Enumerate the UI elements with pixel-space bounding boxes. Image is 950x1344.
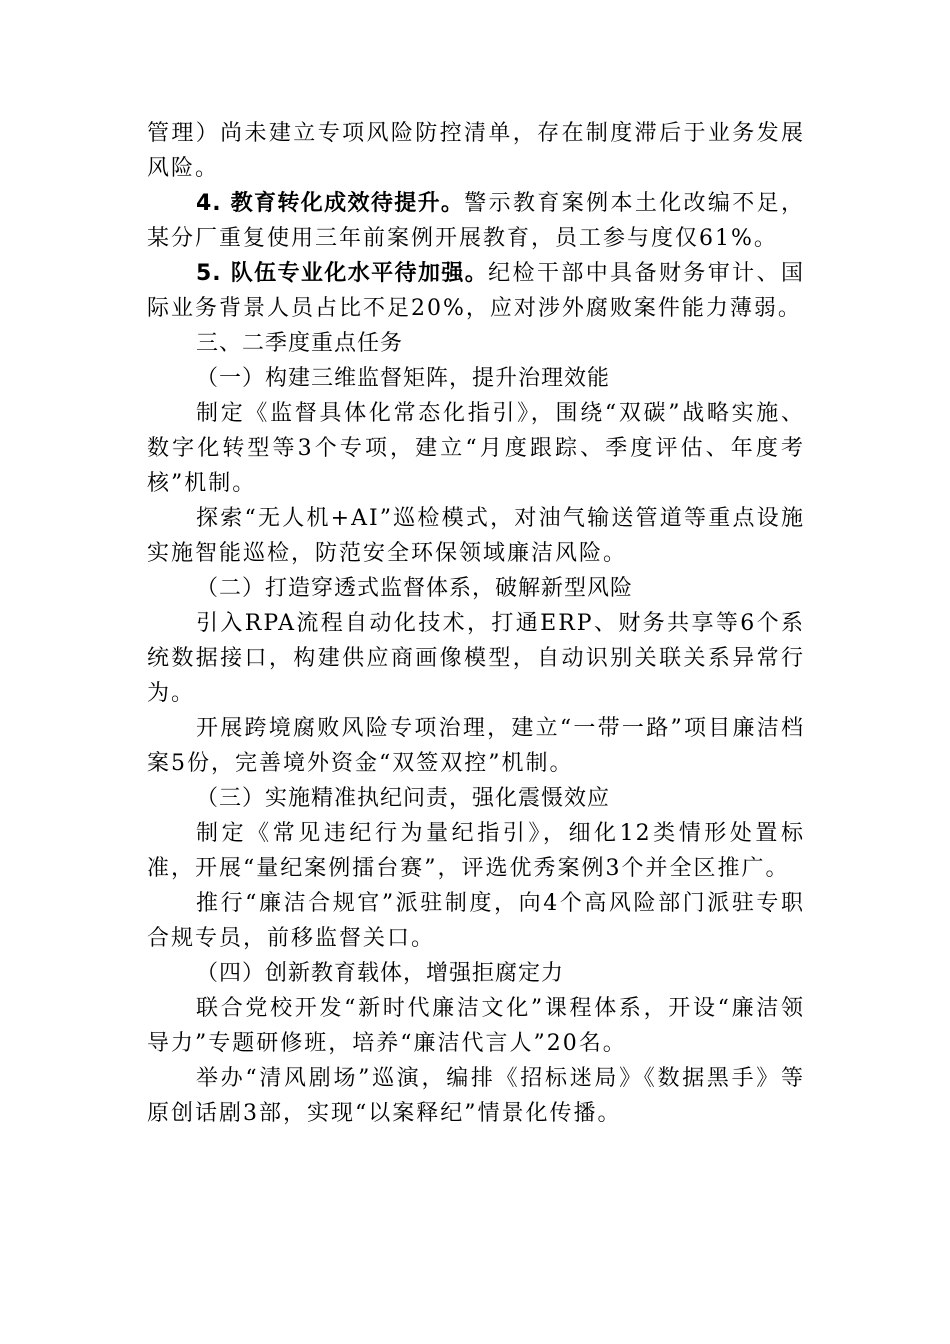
paragraph: 引入RPA流程自动化技术，打通ERP、财务共享等6个系统数据接口，构建供应商画像模型，自动识别关联关系异常行为。: [147, 611, 805, 706]
subsection-heading-2: （二）打造穿透式监督体系，破解新型风险: [196, 576, 634, 601]
subsection-heading-1: （一）构建三维监督矩阵，提升治理效能: [196, 366, 611, 391]
paragraph: 举办“清风剧场”巡演，编排《招标迷局》《数据黑手》等原创话剧3部，实现“以案释纪”情景化传播。: [147, 1066, 805, 1126]
paragraph-item-5: [147, 256, 805, 326]
paragraph: 开展跨境腐败风险专项治理，建立“一带一路”项目廉洁档案5份，完善境外资金“双签双控”机制。: [147, 716, 805, 776]
paragraph-item-4: [147, 186, 805, 256]
subsection-heading-4: （四）创新教育载体，增强拒腐定力: [196, 961, 565, 986]
subsection-heading-3: （三）实施精准执纪问责，强化震慑效应: [196, 786, 611, 811]
section-heading-3: 三、二季度重点任务: [196, 331, 404, 356]
paragraph: 探索“无人机+AI”巡检模式，对油气输送管道等重点设施实施智能巡检，防范安全环保领域廉洁风险。: [147, 506, 805, 566]
item-5-body: 纪检干部中具备财务审计、国际业务背景人员占比不足20%，应对涉外腐败案件能力薄弱。: [147, 261, 805, 321]
item-4-heading: 4. 教育转化成效待提升。: [196, 191, 465, 216]
paragraph: 推行“廉洁合规官”派驻制度，向4个高风险部门派驻专职合规专员，前移监督关口。: [147, 891, 805, 951]
document-body: [147, 116, 805, 1131]
paragraph: 制定《常见违纪行为量纪指引》，细化12类情形处置标准，开展“量纪案例擂台赛”，评选优秀案例3个并全区推广。: [147, 821, 805, 881]
paragraph: 联合党校开发“新时代廉洁文化”课程体系，开设“廉洁领导力”专题研修班，培养“廉洁代言人”20名。: [147, 996, 805, 1056]
paragraph: 制定《监督具体化常态化指引》，围绕“双碳”战略实施、数字化转型等3个专项，建立“月度跟踪、季度评估、年度考核”机制。: [147, 401, 805, 496]
item-5-heading: 5. 队伍专业化水平待加强。: [196, 261, 489, 286]
item-4-body: 警示教育案例本土化改编不足，某分厂重复使用三年前案例开展教育，员工参与度仅61%。: [147, 191, 805, 251]
paragraph-continued: 管理）尚未建立专项风险防控清单，存在制度滞后于业务发展风险。: [147, 121, 805, 181]
